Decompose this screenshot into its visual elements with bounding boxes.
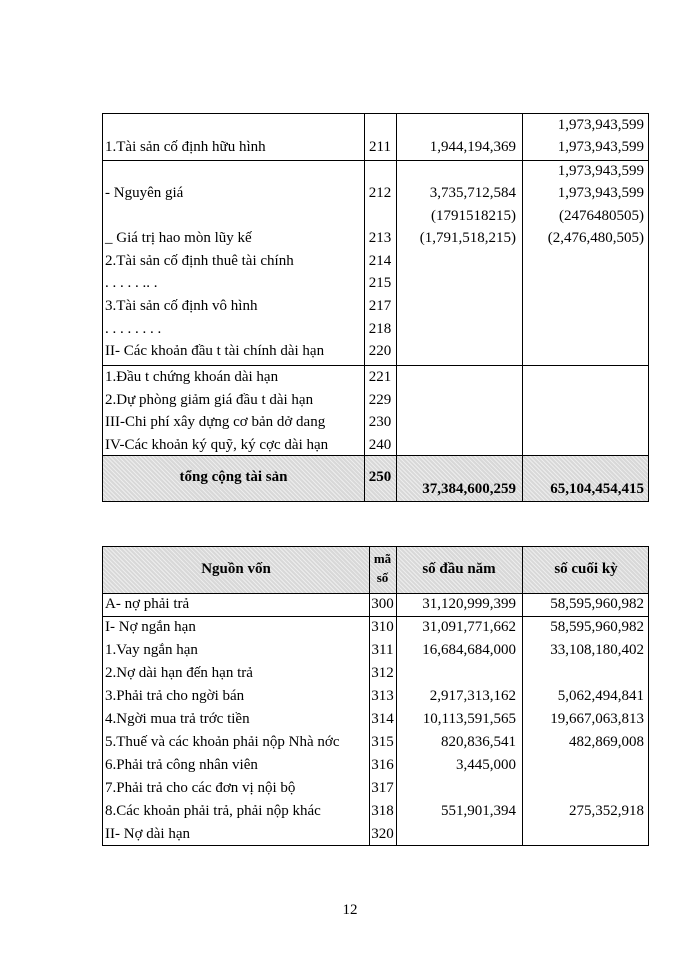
sources-row-code: 320 xyxy=(371,826,394,842)
assets-row-code: 213 xyxy=(368,230,392,246)
sources-row-code: 300 xyxy=(371,596,394,612)
assets-row-label: IV-Các khoản ký quỹ, ký cợc dài hạn xyxy=(105,437,329,453)
sources-header-end: số cuối kỳ xyxy=(554,561,618,577)
sources-row-end: 19,667,063,813 xyxy=(550,711,644,727)
sources-header-begin: số đầu năm xyxy=(422,561,496,577)
sources-row-label: 3.Phải trả cho ngời bán xyxy=(105,688,245,704)
assets-col-divider-2 xyxy=(396,114,397,501)
sources-row-code: 315 xyxy=(371,734,394,750)
sources-row-label: A- nợ phải trả xyxy=(105,596,190,612)
assets-row-end: (2,476,480,505) xyxy=(547,230,644,246)
sources-row-code: 316 xyxy=(371,757,394,773)
assets-row-code: 218 xyxy=(368,321,392,337)
assets-row-code: 240 xyxy=(368,437,392,453)
sources-row-end: 33,108,180,402 xyxy=(550,642,644,658)
sources-row-label: 4.Ngời mua trả trớc tiền xyxy=(105,711,250,727)
assets-row-label: 1.Đầu t chứng khoán dài hạn xyxy=(105,369,279,385)
sources-row-label: 1.Vay ngắn hạn xyxy=(105,642,198,658)
assets-row-label: 3.Tài sản cố định vô hình xyxy=(105,298,258,314)
assets-row-code: 215 xyxy=(368,275,392,291)
sources-row-begin: 10,113,591,565 xyxy=(422,711,516,727)
assets-total-end: 65,104,454,415 xyxy=(550,481,644,497)
assets-row-code: 211 xyxy=(369,139,391,155)
sources-row-begin: 2,917,313,162 xyxy=(429,688,516,704)
sources-row-label: 5.Thuế và các khoản phải nộp Nhà nớc xyxy=(105,734,340,750)
assets-row-label: 2.Dự phòng giảm giá đầu t dài hạn xyxy=(105,392,314,408)
sources-row-end: 275,352,918 xyxy=(569,803,644,819)
sources-row-begin: 820,836,541 xyxy=(441,734,516,750)
sources-header-label: Nguồn vốn xyxy=(201,561,271,577)
sources-row-begin: 16,684,684,000 xyxy=(422,642,516,658)
assets-total-begin: 37,384,600,259 xyxy=(422,481,516,497)
assets-row-code: 230 xyxy=(368,414,392,430)
assets-row-code: 212 xyxy=(368,185,392,201)
assets-row-label: _ Giá trị hao mòn lũy kế xyxy=(105,230,252,246)
sources-row-label: 8.Các khoản phải trả, phải nộp khác xyxy=(105,803,321,819)
assets-row-end: (2476480505) xyxy=(559,208,644,224)
assets-row-begin: 3,735,712,584 xyxy=(429,185,516,201)
sources-table xyxy=(102,546,649,846)
assets-row-code: 214 xyxy=(368,253,392,269)
sources-row-code: 314 xyxy=(371,711,394,727)
assets-row-label: III-Chi phí xây dựng cơ bản dở dang xyxy=(105,414,326,430)
sources-row-code: 312 xyxy=(371,665,394,681)
assets-row-end: 1,973,943,599 xyxy=(557,117,644,133)
assets-row-label: - Nguyên giá xyxy=(105,185,184,201)
assets-row-label: . . . . . .. . xyxy=(105,275,158,291)
sources-row-end: 58,595,960,982 xyxy=(550,596,644,612)
sources-row-label: I- Nợ ngắn hạn xyxy=(105,619,196,635)
page-number: 12 xyxy=(342,902,358,918)
sources-row-label: 2.Nợ dài hạn đến hạn trả xyxy=(105,665,253,681)
assets-row-code: 229 xyxy=(368,392,392,408)
sources-row-end: 482,869,008 xyxy=(569,734,644,750)
assets-row-code: 221 xyxy=(368,369,392,385)
assets-total-label: tổng cộng tài sản xyxy=(179,469,288,485)
assets-row-end: 1,973,943,599 xyxy=(557,185,644,201)
sources-row-begin: 3,445,000 xyxy=(456,757,516,773)
sources-row-begin: 551,901,394 xyxy=(441,803,516,819)
sources-row-begin: 31,091,771,662 xyxy=(422,619,516,635)
assets-row-end: 1,973,943,599 xyxy=(557,139,644,155)
sources-row-code: 318 xyxy=(371,803,394,819)
sources-header-code: mã số xyxy=(373,551,392,585)
sources-row-label: 7.Phải trả cho các đơn vị nội bộ xyxy=(105,780,296,796)
sources-row-begin: 31,120,999,399 xyxy=(422,596,516,612)
assets-row-begin: (1791518215) xyxy=(431,208,516,224)
assets-row-code: 220 xyxy=(368,343,392,359)
sources-row-code: 310 xyxy=(371,619,394,635)
assets-row-begin: 1,944,194,369 xyxy=(429,139,516,155)
assets-table xyxy=(102,113,649,502)
assets-row-label: 1.Tài sản cố định hữu hình xyxy=(105,139,266,155)
sources-row-label: 6.Phải trả công nhân viên xyxy=(105,757,258,773)
sources-row-end: 5,062,494,841 xyxy=(557,688,644,704)
sources-row-code: 311 xyxy=(371,642,394,658)
assets-row-label: 2.Tài sản cố định thuê tài chính xyxy=(105,253,294,269)
assets-total-code: 250 xyxy=(368,469,392,485)
sources-row-code: 313 xyxy=(371,688,394,704)
sources-row-code: 317 xyxy=(371,780,394,796)
sources-row-end: 58,595,960,982 xyxy=(550,619,644,635)
assets-row-begin: (1,791,518,215) xyxy=(419,230,516,246)
assets-row-label: . . . . . . . . xyxy=(105,321,162,337)
assets-row-end: 1,973,943,599 xyxy=(557,163,644,179)
assets-row-code: 217 xyxy=(368,298,392,314)
assets-row-label: II- Các khoản đầu t tài chính dài hạn xyxy=(105,343,325,359)
sources-row-label: II- Nợ dài hạn xyxy=(105,826,190,842)
